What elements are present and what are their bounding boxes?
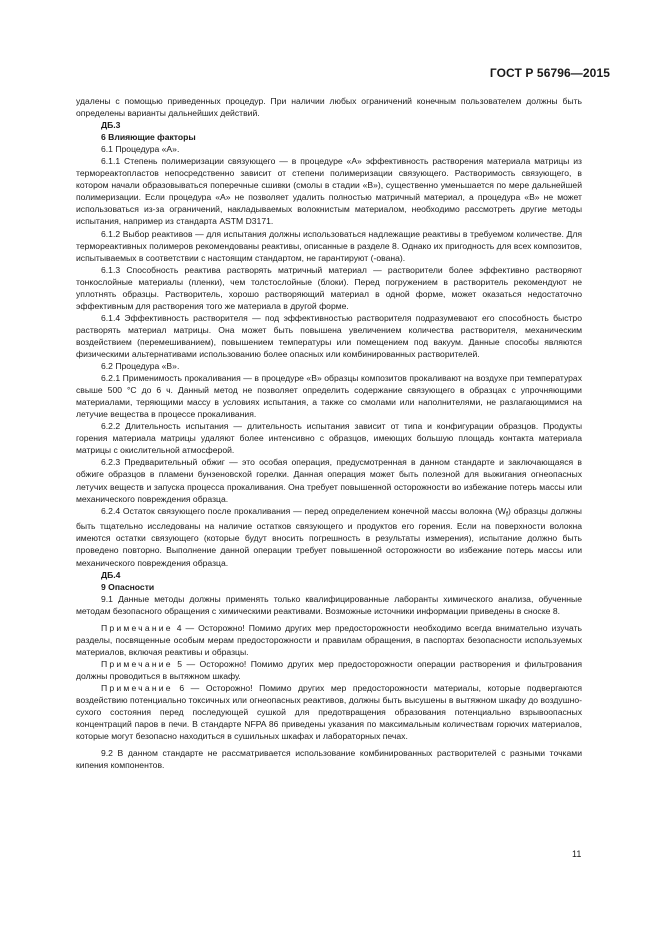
note-label: Примечание — [101, 682, 173, 693]
note-4-text: 4 — Осторожно! Помимо других мер предосторожности необходимо всегда внимательно изучать разделы, посвященные особым мерам предосторожности и правилам обращения, в паспортах безопасности используемых материалов, включая реактивы и образцы. — [76, 622, 582, 657]
paragraph-6-2-2: 6.2.2 Длительность испытания — длительность испытания зависит от типа и конфигурации образцов. Продукты горения материала матрицы удаляют более интенсивно с образцов, имеющих большую площадь контакта материала матрицы с окислительной атмосферой. — [76, 421, 582, 456]
paragraph-6-1-2: 6.1.2 Выбор реактивов — для испытания должны использоваться надлежащие реактивы в требуемом количестве. Для термореактивных полимеров рекомендованы реактивы, описанные в разделе 8. Однако их пригодность для всех композитов, испытываемых в соответствии с настоящим стандартом, не гарантируют (-ована). — [76, 228, 582, 263]
note-6-text: 6 — Осторожно! Помимо других мер предосторожности материалы, которые подвергаются воздействию потенциально токсичных или огнеопасных реактивов, должны быть высушены в вытяжном шкафу до воздушно-сухого состояния перед последующей сушкой для предотвращения образования потенциально взрывоопасных концентраций паров в печи. В стандарте NFPA 86 приведены указания по максимальным количествам горючих материалов, которые могут безопасно находиться в сушильных шкафах и лабораторных печах. — [76, 682, 582, 742]
note-4 — [76, 622, 582, 658]
paragraph-6-1-4: 6.1.4 Эффективность растворителя — под эффективностью растворителя подразумевают его способность быстро растворять материал матрицы. Она может быть повышена увеличением количества растворителя, механическим воздействием (перемешиванием), повышением температуры или помещением под вакуум. Данные способы являются физическими альтернативами использованию более опасных или комбинированных растворителей. — [76, 312, 582, 359]
paragraph-6-2-1: 6.2.1 Применимость прокаливания — в процедуре «В» образцы композитов прокаливают на воздухе при температурах свыше 500 °С до 6 ч. Данный метод не позволяет определить содержание связующего в образцах с упрочняющими материалами, теряющими массу в условиях испытания, а также со смолами или наполнителями, не разлагающимися на летучие вещества в процессе прокаливания. — [76, 373, 582, 420]
paragraph-6-1-3: 6.1.3 Способность реактива растворять матричный материал — растворители более эффективно растворяют тонкослойные материалы (пленки), чем толстослойные (блоки). Перед погружением в растворитель рекомендуют не уплотнять образцы. Растворитель, хорошо растворяющий материал в одной форме, может оказаться недостаточно эффективным для растворения того же материала в другой форме. — [76, 264, 582, 311]
subsection-6-2: 6.2 Процедура «В». — [101, 361, 180, 372]
paragraph-6-2-4 — [76, 505, 582, 569]
page-number: 11 — [572, 849, 582, 859]
paragraph-9-1: 9.1 Данные методы должны применять только квалифицированные лаборанты химического анализа, обученные методам безопасного обращения с химическими реактивами. Возможные источники информации приведены в сноске 8. — [76, 593, 582, 616]
paragraph-intro: удалены с помощью приведенных процедур. При наличии любых ограничений конечным пользователем должны быть определены варианты дальнейших действий. — [76, 96, 582, 119]
note-label: Примечание — [101, 658, 173, 669]
paragraph-6-1-1: 6.1.1 Степень полимеризации связующего — в процедуре «А» эффективность растворения материала матрицы из термореактопластов непосредственно зависит от степени полимеризации связующего. Растворимость связующего, в котором начали образовываться поперечные сшивки (смолы в стадии «В»), существенно уменьшается по мере дальнейшей полимеризации. Если процедура «А» не позволяет удалить полностью матричный материал, а процедура «В» не может использоваться из-за ограничений, накладываемых волокнистым материалом, необходимо рассмотреть другие методы испытания, например из стандарта ASTM D3171. — [76, 156, 582, 227]
paragraph-6-2-4-part2: ) образцы должны быть тщательно исследованы на наличие остатков связующего и продуктов его горения. Если на поверхности волокна имеются остатки связующего (которые будут вносить погрешность в результаты измерения), испытание должно быть проведено повторно. Выполнение данной операции требует повышенной осторожности во избежание потерь массы или механического повреждения образца. — [76, 505, 582, 568]
subsection-6-1: 6.1 Процедура «А». — [101, 144, 180, 155]
note-6 — [76, 682, 582, 742]
note-label: Примечание — [101, 622, 173, 633]
section-heading-6: 6 Влияющие факторы — [101, 132, 196, 143]
note-5 — [76, 658, 582, 682]
paragraph-9-2: 9.2 В данном стандарте не рассматривается использование комбинированных растворителей с разными точками кипения компонентов. — [76, 748, 582, 771]
standard-header: ГОСТ Р 56796—2015 — [489, 66, 610, 80]
amendment-marker-db4: ДБ.4 — [101, 569, 121, 580]
subscript-f: f — [506, 510, 509, 519]
note-5-text: 5 — Осторожно! Помимо других мер предосторожности операции растворения и фильтрования должны проводиться в вытяжном шкафу. — [76, 658, 582, 681]
paragraph-6-2-3: 6.2.3 Предварительный обжиг — это особая операция, предусмотренная в данном стандарте и заключающаяся в обжиге образцов в пламени бунзеновской горелки. Данная операция может быть полезной для выжигания огнеопасных летучих веществ и запуска процесса прокаливания. Она требует повышенной осторожности во избежание потерь массы или механического повреждения образца. — [76, 457, 582, 504]
amendment-marker-db3: ДБ.3 — [101, 120, 121, 131]
document-body — [76, 95, 582, 771]
section-heading-9: 9 Опасности — [101, 581, 155, 592]
paragraph-6-2-4-part1: 6.2.4 Остаток связующего после прокаливания — перед определением конечной массы волокна (W — [101, 505, 507, 516]
